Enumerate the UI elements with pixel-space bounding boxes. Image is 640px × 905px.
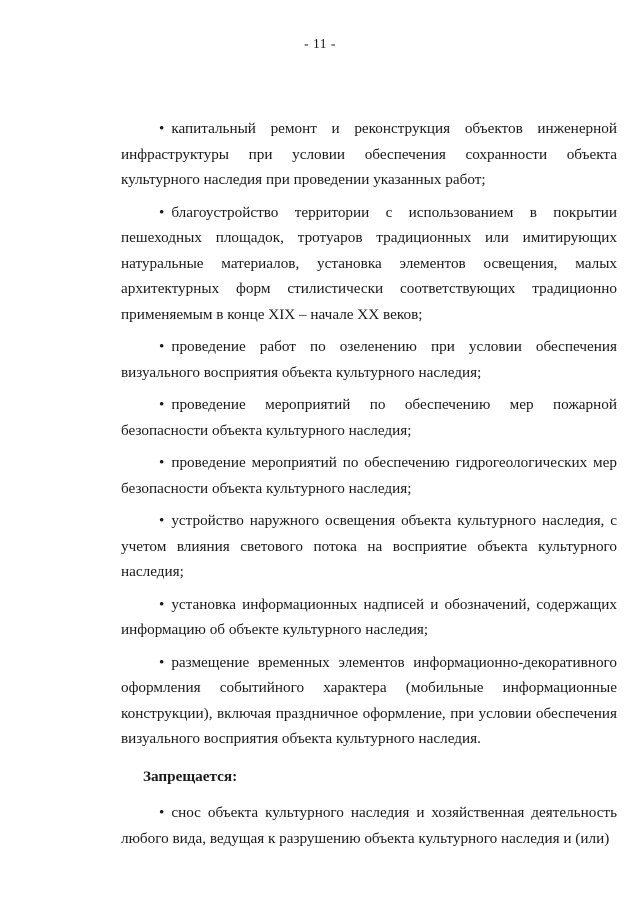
bullet-icon: • — [159, 338, 165, 355]
list-item — [121, 592, 617, 643]
page-number: - 11 - — [304, 36, 336, 51]
list-item — [121, 200, 617, 328]
list-item — [121, 450, 617, 501]
bullet-icon: • — [159, 512, 165, 529]
bullet-icon: • — [159, 396, 165, 413]
bullet-icon: • — [159, 595, 165, 613]
list-item-text: проведение мероприятий по обеспечению гидрогеологических мер безопасности объекта культурного наследия; — [121, 454, 617, 497]
bullet-icon: • — [159, 454, 165, 471]
bullet-icon: • — [159, 653, 165, 671]
list-item-text: устройство наружного освещения объекта культурного наследия, с учетом влияния светового потока на восприятие объекта культурного наследия; — [121, 512, 617, 580]
list-item — [121, 650, 617, 752]
list-item-text: капитальный ремонт и реконструкция объектов инженерной инфраструктуры при условии обеспечения сохранности объекта культурного наследия при проведении указанных работ; — [121, 120, 617, 188]
list-item-text: снос объекта культурного наследия и хозяйственная деятельность любого вида, ведущая к разрушению объекта культурного наследия и (или) — [121, 804, 617, 847]
list-item — [121, 116, 617, 193]
bullet-icon: • — [159, 804, 165, 821]
list-item-text: размещение временных элементов информационно-декоративного оформления событийного характера (мобильные информационные конструкции), включая праздничное оформление, при условии обеспечения визуального восприятия объекта культурного наследия. — [121, 653, 617, 747]
list-item-text: проведение работ по озеленению при условии обеспечения визуального восприятия объекта культурного наследия; — [121, 338, 617, 381]
list-item-text: установка информационных надписей и обозначений, содержащих информацию об объекте культурного наследия; — [121, 595, 617, 638]
list-item — [121, 392, 617, 443]
list-item-text: проведение мероприятий по обеспечению мер пожарной безопасности объекта культурного наследия; — [121, 396, 617, 439]
section-heading: Запрещается: — [143, 767, 238, 785]
bullet-icon: • — [159, 203, 165, 221]
bullet-icon: • — [159, 120, 165, 137]
list-item — [121, 334, 617, 385]
list-item — [121, 508, 617, 585]
list-item-text: благоустройство территории с использованием в покрытии пешеходных площадок, тротуаров традиционных или имитирующих натуральные материалов, установка элементов освещения, малых архитектурных форм стилистически соответствующих традиционно применяемым в конце XIX – начале XX веков; — [121, 203, 617, 323]
document-body — [121, 116, 617, 858]
list-item — [121, 800, 617, 851]
